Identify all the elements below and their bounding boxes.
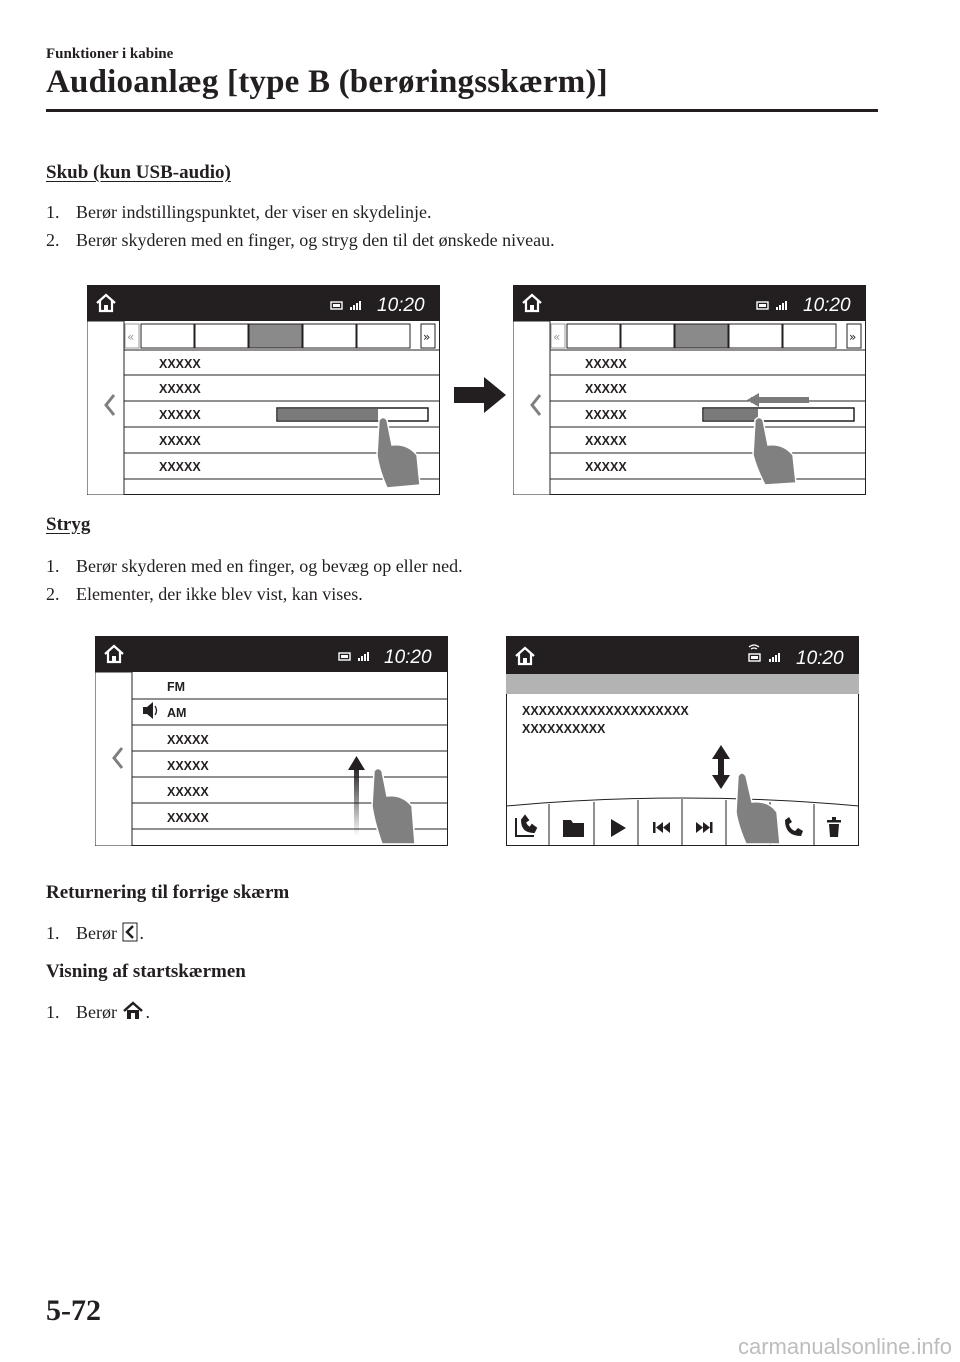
svg-text:AM: AM <box>167 706 187 720</box>
page-number: 5-72 <box>46 1294 101 1327</box>
retur-heading: Returnering til forrige skærm <box>46 882 290 903</box>
watermark: carmanualsonline.info <box>737 1334 952 1359</box>
stryg-step-2: 2. Elementer, der ikke blev vist, kan vises. <box>46 584 363 604</box>
svg-text:»: » <box>849 330 857 344</box>
back-chevron-icon <box>122 922 138 942</box>
clock-label: 10:20 <box>377 295 425 316</box>
svg-text:XXXXX: XXXXX <box>167 733 209 747</box>
svg-text:FM: FM <box>167 680 186 694</box>
svg-text:XXXXX: XXXXX <box>585 357 627 371</box>
svg-text:XXXXX: XXXXX <box>167 811 209 825</box>
screen-slider-before <box>87 285 440 495</box>
svg-text:XXXXX: XXXXX <box>585 434 627 448</box>
clock-label: 10:20 <box>384 647 432 668</box>
stryg-heading: Stryg <box>46 514 91 535</box>
svg-text:XXXXX: XXXXX <box>585 460 627 474</box>
title-divider <box>46 109 878 112</box>
skub-step-2: 2. Berør skyderen med en finger, og stryg den til det ønskede niveau. <box>46 230 555 250</box>
svg-text:XXXXX: XXXXX <box>159 382 201 396</box>
svg-text:XXXXX: XXXXX <box>585 408 627 422</box>
svg-text:XXXXXXXXXXXXXXXXXXXX: XXXXXXXXXXXXXXXXXXXX <box>522 704 689 718</box>
screen-media <box>506 636 859 846</box>
svg-text:XXXXX: XXXXX <box>159 408 201 422</box>
svg-text:XXXXX: XXXXX <box>585 382 627 396</box>
retur-step-1: 1. Berør . <box>46 923 144 943</box>
skub-heading: Skub (kun USB-audio) <box>46 162 231 183</box>
start-step-1: 1. Berør . <box>46 1002 150 1022</box>
clock-label: 10:20 <box>803 295 851 316</box>
clock-label: 10:20 <box>796 648 844 669</box>
svg-text:»: » <box>423 330 431 344</box>
start-heading: Visning af startskærmen <box>46 961 246 982</box>
svg-text:XXXXXXXXXX: XXXXXXXXXX <box>522 722 606 736</box>
skub-step-1: 1. Berør indstillingspunktet, der viser en skydelinje. <box>46 202 432 222</box>
svg-text:«: « <box>127 330 135 344</box>
svg-text:XXXXX: XXXXX <box>159 434 201 448</box>
svg-text:XXXXX: XXXXX <box>167 759 209 773</box>
screen-slider-after <box>513 285 866 495</box>
svg-text:XXXXX: XXXXX <box>167 785 209 799</box>
svg-text:XXXXX: XXXXX <box>159 460 201 474</box>
page-title: Audioanlæg [type B (berøringsskærm)] <box>46 64 608 100</box>
screen-radio-list <box>95 636 448 846</box>
home-icon <box>122 1001 144 1021</box>
section-label: Funktioner i kabine <box>46 46 174 62</box>
stryg-step-1: 1. Berør skyderen med en finger, og bevæg op eller ned. <box>46 556 463 576</box>
arrow-right-icon <box>452 375 508 415</box>
svg-text:«: « <box>553 330 561 344</box>
svg-text:XXXXX: XXXXX <box>159 357 201 371</box>
